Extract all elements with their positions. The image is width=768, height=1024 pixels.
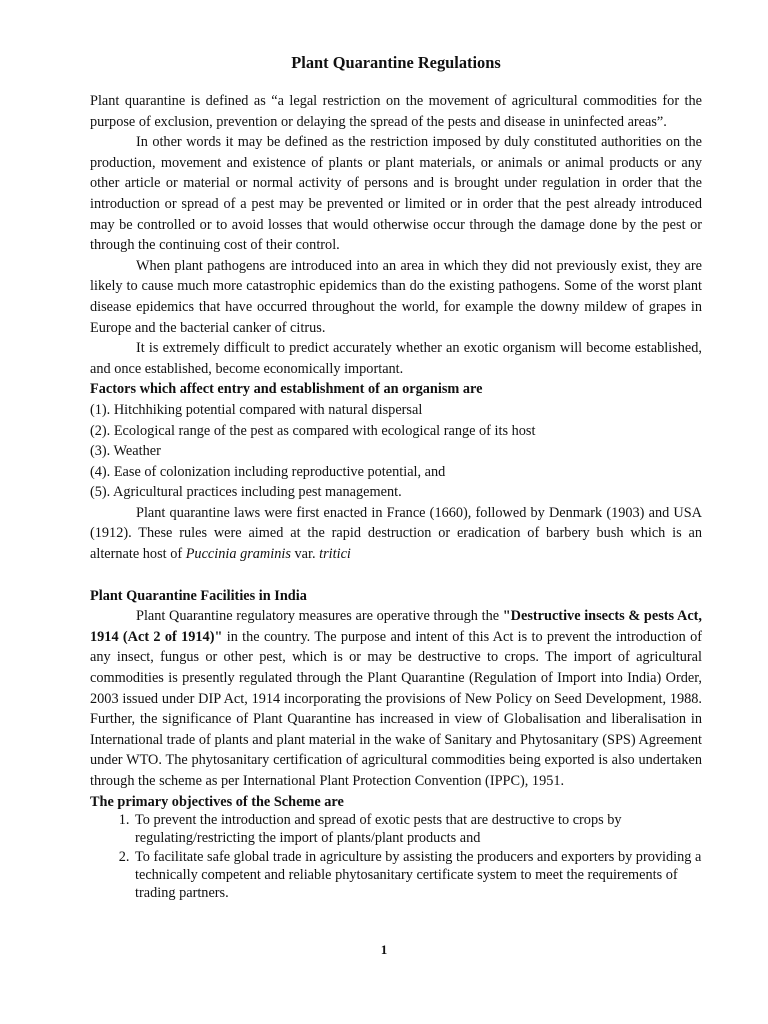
factor-item: (4). Ease of colonization including reproductive potential, and: [90, 463, 446, 480]
var-text: var.: [290, 546, 320, 563]
species-name: Puccinia graminis: [185, 546, 291, 563]
document-page: [90, 52, 702, 904]
intro-paragraph-1: Plant quarantine is defined as “a legal restriction on the movement of agricultural commodities for the purpose of exclusion, prevention or delaying the spread of the pests and disease in uninfected areas”.: [90, 93, 702, 130]
act-name: "Destructive insects & pests Act, 1914 (Act 2 of 1914)": [90, 608, 702, 645]
quarantine-laws-paragraph: [90, 503, 702, 565]
laws-text: Plant quarantine laws were first enacted in France (1660), followed by Denmark (1903) and USA (1912). These rules were aimed at the rapid destruction or eradication of barbery bush which is an alternate host of: [90, 504, 702, 563]
factors-heading: Factors which affect entry and establishment of an organism are: [90, 381, 483, 398]
objective-item: 2. To facilitate safe global trade in agriculture by assisting the producers and exporters by providing a technically competent and reliable phytosanitary certificate system to meet the requirements of trading partners.: [133, 849, 702, 902]
india-paragraph: [90, 606, 702, 791]
india-text-start: Plant Quarantine regulatory measures are operative through the: [136, 608, 503, 625]
factor-item: (5). Agricultural practices including pest management.: [90, 484, 402, 501]
intro-paragraph-3: When plant pathogens are introduced into an area in which they did not previously exist, they are likely to cause much more catastrophic epidemics than do the existing pathogens. Some of the worst plant disease epidemics that have occurred throughout the world, for example the downy mildew of grapes in Europe and the bacterial canker of citrus.: [90, 257, 702, 336]
india-text-rest: in the country. The purpose and intent of this Act is to prevent the introduction of any insect, fungus or other pest, which is or may be destructive to crops. The import of agricultural commodities is presently regulated through the Plant Quarantine (Regulation of Import into India) Order, 2003 issued under DIP Act, 1914 incorporating the provisions of New Policy on Seed Development, 1988. Further, the significance of Plant Quarantine has increased in view of Globalisation and liberalisation in International trade of plants and plant material in the wake of Sanitary and Phytosanitary (SPS) Agreement under WTO. The phytosanitary certification of agricultural commodities being exported is also undertaken through the scheme as per International Plant Protection Convention (IPPC), 1951.: [90, 628, 703, 789]
intro-paragraph-4: It is extremely difficult to predict accurately whether an exotic organism will become established, and once established, become economically important.: [90, 340, 702, 377]
page-number: 1: [380, 942, 388, 957]
objectives-heading: The primary objectives of the Scheme are: [90, 793, 344, 810]
factor-item: (2). Ecological range of the pest as compared with ecological range of its host: [90, 422, 536, 439]
objective-item: 1. To prevent the introduction and spread of exotic pests that are destructive to crops by regulating/restricting the import of plants/plant products and: [133, 812, 702, 847]
factor-item: (1). Hitchhiking potential compared with natural dispersal: [90, 401, 423, 418]
variety-name: tritici: [319, 546, 351, 563]
objectives-list: [90, 812, 702, 902]
factor-item: (3). Weather: [90, 443, 161, 460]
page-title: Plant Quarantine Regulations: [291, 53, 501, 72]
india-heading: Plant Quarantine Facilities in India: [90, 587, 307, 604]
section-spacer: [90, 565, 702, 586]
intro-paragraph-2: In other words it may be defined as the restriction imposed by duly constituted authorities on the production, movement and existence of plants or plant materials, or animals or animal products or any other article or material or normal activity of persons and is brought under regulation in order that the introduction or spread of a pest may be prevented or limited or in order that the pest already introduced may be controlled or to avoid losses that would otherwise occur through the damage done by the pest or through the continuing cost of their control.: [90, 134, 702, 254]
